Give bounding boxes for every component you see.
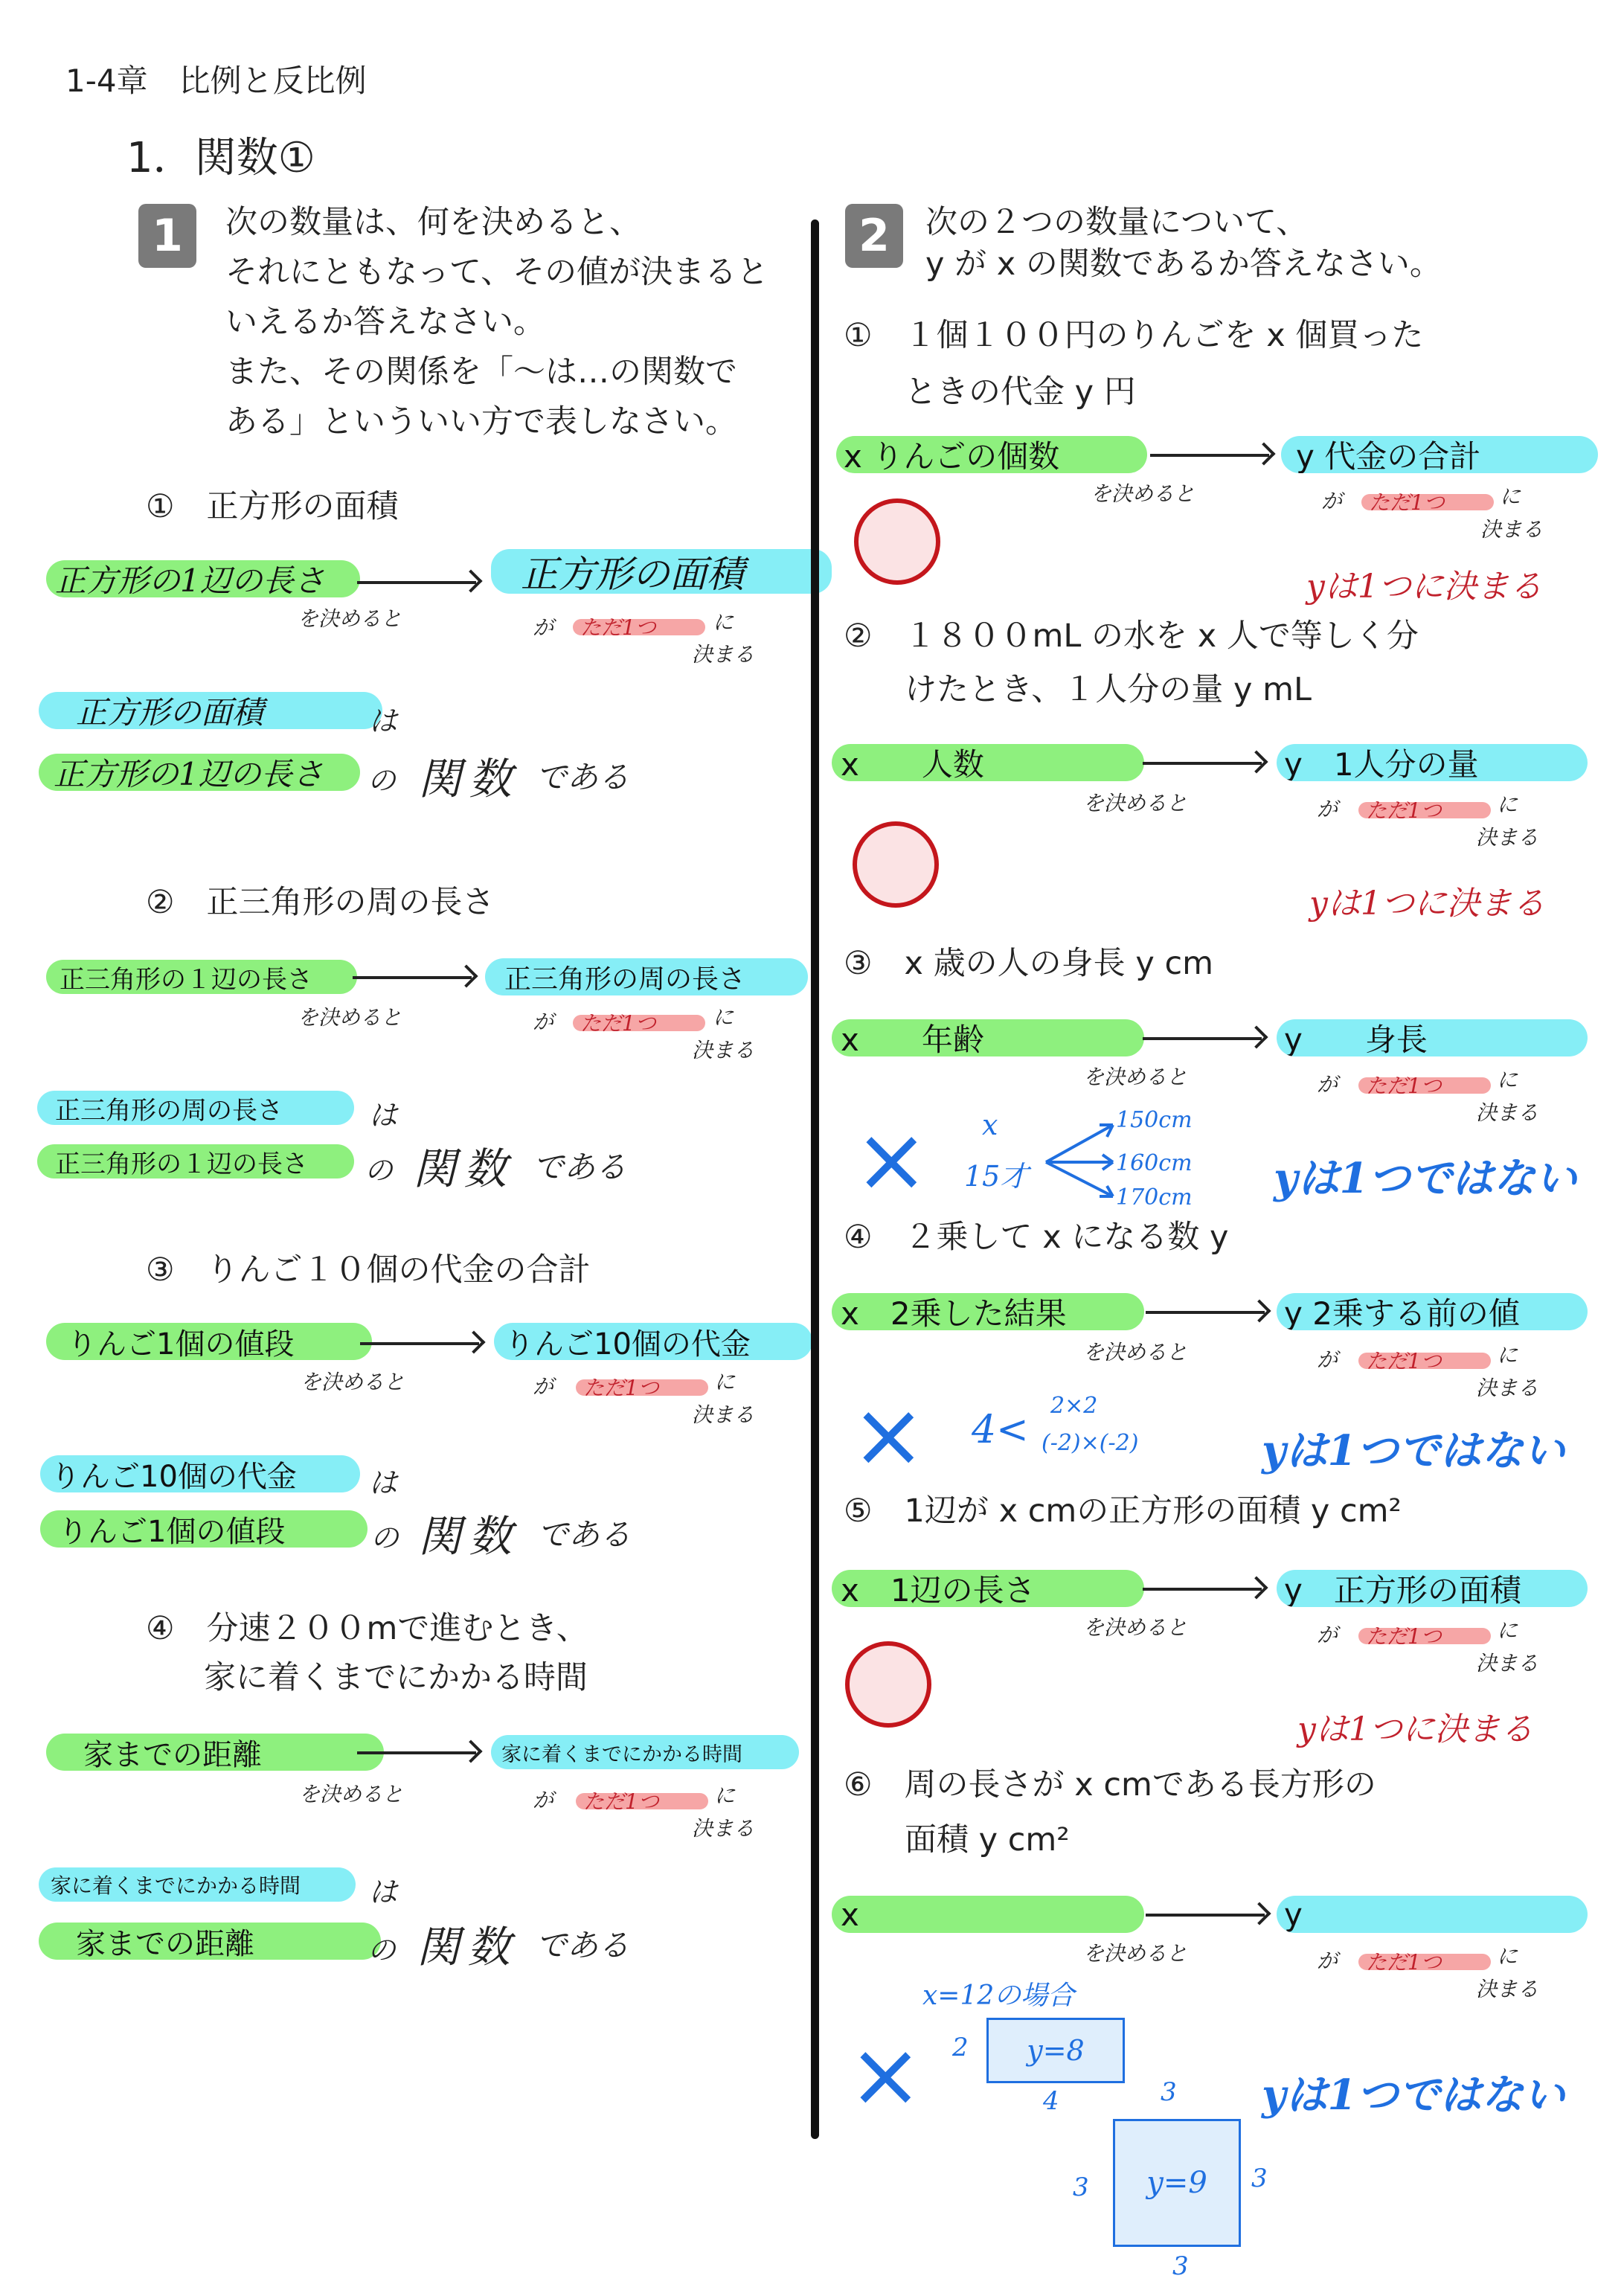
q2-item-1-ni: に [1500, 484, 1521, 509]
q2-item-5-kimaru: 決まる [1476, 1651, 1539, 1675]
question-2-badge: 2 [845, 204, 903, 268]
q2-item-5-ni: に [1497, 1618, 1518, 1643]
q2-item-6-tada: ただ1つ [1366, 1950, 1442, 1975]
column-divider [811, 219, 819, 2139]
q1-item-4-ga: が [533, 1788, 554, 1812]
q2-prompt-line-1: 次の２つの数量について、 [925, 204, 1309, 241]
q1-item-3-s2-pill [40, 1510, 368, 1548]
q2-item-4-work-2x2: 2×2 [1050, 1393, 1098, 1419]
q2-item-3-to: y 身長 [1284, 1022, 1428, 1056]
q1-item-4-s2-pill [39, 1923, 381, 1960]
q1-item-4-wa: は [369, 1876, 398, 1908]
q2-item-4-kimaru: 決まる [1476, 1376, 1539, 1400]
q2-item-6-sq-left: 3 [1073, 2172, 1089, 2202]
q2-item-1-circle-mark [854, 498, 940, 585]
q1-item-3-tada: ただ1つ [583, 1376, 659, 1400]
q2-item-3-tada: ただ1つ [1366, 1074, 1442, 1098]
q2-item-6-label-2: 面積 y cm² [905, 1821, 1070, 1859]
q2-item-4-arrow [1146, 1311, 1265, 1314]
q2-item-5-to: y 正方形の面積 [1284, 1572, 1521, 1607]
q2-item-2-arrow [1143, 762, 1262, 765]
q1-item-4-from-pill [46, 1734, 384, 1771]
q2-item-4-to: y 2乗する前の値 [1284, 1295, 1520, 1330]
q2-item-2-from: x 人数 [841, 746, 984, 781]
q2-item-1-to: y 代金の合計 [1296, 438, 1481, 473]
q2-item-6-kimaru: 決まる [1476, 1977, 1539, 2001]
q2-item-4-note: yは1つではない [1262, 1426, 1565, 1475]
q2-item-4-ni: に [1497, 1343, 1518, 1367]
q1-item-2-tada: ただ1つ [580, 1011, 656, 1036]
q2-item-3-from-pill [832, 1019, 1144, 1056]
q1-item-4-s1-pill [39, 1867, 356, 1902]
q1-item-1-ni: に [713, 610, 734, 635]
q2-item-6-rect-a-area: y=8 [1027, 2034, 1085, 2067]
q1-item-2-s2-pill [37, 1144, 354, 1179]
q1-prompt-line-3: いえるか答えなさい。 [225, 304, 545, 341]
q2-item-3-work-160: 160cm [1116, 1150, 1193, 1176]
q2-item-5-ga: が [1317, 1623, 1338, 1647]
q1-item-1-kansu: 関数 [418, 754, 520, 804]
chapter-title: 1-4章 比例と反比例 [65, 62, 367, 99]
q1-item-2-kansu: 関数 [413, 1144, 515, 1194]
q1-item-4-arrow [357, 1751, 476, 1754]
q1-item-2-to: 正三角形の周の長さ [504, 963, 746, 995]
q2-item-2-kimeruto: を決めると [1083, 791, 1188, 815]
q2-item-2-ga: が [1317, 797, 1338, 821]
q1-prompt-line-4: また、その関係を「〜は…の関数で [225, 353, 737, 391]
q2-item-3-branch-arrows [1042, 1109, 1123, 1205]
q2-item-3-work-150: 150cm [1116, 1107, 1193, 1133]
q2-item-6-square-b-area: y=9 [1146, 2166, 1207, 2200]
q2-item-3-work-x: x [982, 1109, 998, 1141]
q2-item-2-tada: ただ1つ [1366, 798, 1442, 823]
q2-item-5-from: x 1辺の長さ [841, 1572, 1036, 1607]
q1-item-1-kimeruto: を決めると [298, 606, 402, 631]
question-1-badge: 1 [138, 204, 196, 268]
q1-item-1-to-pill [491, 549, 832, 594]
q2-item-3-label-1: ③ x 歳の人の身長 y cm [844, 945, 1213, 982]
q2-item-6-label-1: ⑥ 周の長さが x cmである長方形の [844, 1766, 1376, 1803]
q2-item-5-from-pill [832, 1570, 1144, 1607]
q2-item-1-arrow [1150, 454, 1269, 457]
q1-item-3-ga: が [533, 1374, 554, 1399]
q1-item-2-s1-pill [37, 1091, 354, 1125]
q1-item-1-tada: ただ1つ [580, 615, 656, 640]
q1-prompt-line-5: ある」といういい方で表しなさい。 [225, 403, 737, 440]
q2-item-5-note: yは1つに決まる [1297, 1710, 1533, 1748]
q2-item-3-cross-mark: × [854, 1109, 929, 1212]
q1-item-1-from-pill [46, 560, 360, 597]
q2-item-6-rect-a-side: 2 [952, 2033, 969, 2062]
q2-item-1-from: x りんごの個数 [844, 438, 1060, 473]
q1-item-2-dearu: である [533, 1149, 627, 1185]
q1-item-2-ga: が [533, 1010, 554, 1034]
q1-item-1-kimaru: 決まる [692, 642, 755, 667]
q1-item-3-to: りんご10個の代金 [504, 1327, 751, 1360]
q1-item-1-ga: が [533, 615, 554, 640]
q2-item-6-work-case: x=12の場合 [922, 1981, 1075, 2011]
q1-item-2-label: ② 正三角形の周の長さ [146, 884, 495, 921]
q1-item-4-to-pill [491, 1735, 799, 1769]
q1-item-3-s1: りんご10個の代金 [51, 1459, 297, 1492]
q1-item-1-s1-pill [39, 692, 382, 729]
q2-item-4-label-1: ④ ２乗して x になる数 y [844, 1219, 1229, 1256]
q1-item-3-kimaru: 決まる [692, 1402, 755, 1427]
q2-item-2-to-pill [1277, 744, 1588, 781]
q2-item-3-kimaru: 決まる [1476, 1100, 1539, 1125]
q2-item-4-work-neg: (-2)×(-2) [1042, 1430, 1139, 1456]
q2-item-1-note: yは1つに決まる [1306, 568, 1542, 606]
q2-item-3-to-pill [1277, 1019, 1588, 1056]
q1-item-1-arrow [357, 581, 476, 584]
q2-item-6-to: y [1284, 1896, 1303, 1933]
q2-item-6-arrow [1146, 1914, 1265, 1917]
q1-item-2-wa: は [369, 1099, 398, 1132]
q2-item-3-from: x 年齢 [841, 1022, 984, 1056]
q1-item-4-s2: 家までの距離 [76, 1926, 254, 1960]
q1-item-2-ni: に [713, 1005, 734, 1030]
q1-item-1-no: の [368, 764, 397, 797]
q2-item-6-from-pill [832, 1896, 1144, 1933]
q2-item-1-kimaru: 決まる [1480, 517, 1544, 542]
q2-item-3-note: yは1つではない [1274, 1154, 1577, 1203]
q1-item-3-from-pill [46, 1323, 372, 1360]
q2-item-2-note: yは1つに決まる [1309, 885, 1545, 923]
q1-item-1-dearu: である [536, 759, 630, 795]
q1-item-2-arrow [353, 976, 472, 979]
q1-item-1-s2-pill [39, 754, 360, 791]
q2-item-3-work-170: 170cm [1116, 1184, 1193, 1210]
q1-item-3-s2: りんご1個の値段 [58, 1514, 286, 1548]
q2-item-3-ga: が [1317, 1072, 1338, 1097]
q2-item-6-ni: に [1497, 1944, 1518, 1969]
q2-item-4-kimeruto: を決めると [1083, 1340, 1188, 1365]
q2-item-1-label-2: ときの代金 y 円 [905, 373, 1136, 411]
q1-item-4-s1: 家に着くまでにかかる時間 [51, 1873, 301, 1898]
q1-item-3-arrow [360, 1342, 479, 1345]
q1-item-3-s1-pill [40, 1455, 360, 1492]
q2-item-6-rect-a-bottom: 4 [1043, 2086, 1059, 2116]
q2-item-6-kimeruto: を決めると [1083, 1941, 1188, 1966]
q2-item-6-square-b [1113, 2119, 1241, 2247]
q2-item-4-from: x 2乗した結果 [841, 1295, 1067, 1330]
q1-item-2-from-pill [46, 960, 357, 994]
q2-item-2-kimaru: 決まる [1476, 825, 1539, 850]
q2-item-4-ga: が [1317, 1347, 1338, 1372]
q1-item-3-from: りんご1個の値段 [67, 1327, 295, 1360]
q2-item-5-arrow [1143, 1588, 1262, 1591]
q2-item-5-circle-mark [845, 1641, 931, 1728]
q2-item-2-to: y 1人分の量 [1284, 746, 1479, 781]
q1-item-2-s2: 正三角形の１辺の長さ [55, 1149, 308, 1179]
q1-item-4-label-2: 家に着くまでにかかる時間 [204, 1659, 588, 1696]
q2-item-6-from: x [841, 1896, 859, 1933]
q2-item-1-from-pill [836, 436, 1147, 473]
q2-item-2-label-1: ② １８００mL の水を x 人で等しく分 [844, 618, 1419, 655]
q1-item-3-dearu: である [537, 1516, 632, 1553]
q2-item-1-tada: ただ1つ [1369, 490, 1445, 515]
q1-item-3-no: の [370, 1521, 399, 1554]
q2-item-2-circle-mark [853, 821, 939, 908]
q2-item-4-cross-mark: × [851, 1384, 926, 1487]
q2-item-1-label-1: ① １個１００円のりんごを x 個買った [844, 317, 1424, 354]
q1-item-2-no: の [365, 1154, 394, 1187]
q1-item-1-from: 正方形の1辺の長さ [55, 562, 325, 597]
q2-item-6-cross-mark: × [848, 2024, 923, 2127]
q1-item-1-to: 正方形の面積 [521, 553, 744, 594]
q2-item-5-tada: ただ1つ [1366, 1624, 1442, 1649]
q1-item-1-s2: 正方形の1辺の長さ [54, 756, 324, 791]
q1-item-2-from: 正三角形の１辺の長さ [60, 964, 312, 994]
q2-item-4-to-pill [1277, 1293, 1588, 1330]
q1-item-2-to-pill [485, 958, 808, 995]
q2-item-1-ga: が [1321, 489, 1343, 513]
q2-item-6-to-pill [1277, 1896, 1588, 1933]
q2-item-6-sq-right: 3 [1251, 2164, 1268, 2193]
q1-item-4-tada: ただ1つ [583, 1789, 659, 1814]
q1-item-2-kimeruto: を決めると [298, 1005, 402, 1030]
q1-item-3-wa: は [369, 1466, 398, 1499]
q2-item-3-work-age: 15才 [964, 1160, 1029, 1193]
q2-item-1-kimeruto: を決めると [1091, 481, 1195, 506]
q2-item-6-ga: が [1317, 1949, 1338, 1973]
q1-item-4-label-1: ④ 分速２００mで進むとき、 [146, 1610, 588, 1647]
q2-item-2-label-2: けたとき、１人分の量 y mL [905, 671, 1312, 708]
q1-item-1-label: ① 正方形の面積 [146, 488, 399, 525]
q2-item-4-tada: ただ1つ [1366, 1349, 1442, 1373]
q1-item-2-s1: 正三角形の周の長さ [55, 1095, 283, 1125]
q1-item-1-wa: は [369, 705, 398, 737]
q1-item-1-s1: 正方形の面積 [76, 694, 264, 729]
q2-item-6-rect-a [986, 2018, 1125, 2083]
q1-item-4-kimaru: 決まる [692, 1816, 755, 1841]
q1-item-4-no: の [368, 1934, 397, 1966]
q2-item-4-work-4: 4< [972, 1408, 1029, 1452]
q2-item-3-kimeruto: を決めると [1083, 1065, 1188, 1089]
q1-item-4-kimeruto: を決めると [299, 1782, 404, 1806]
q1-prompt-line-2: それにともなって、その値が決まると [225, 254, 769, 291]
q2-item-3-ni: に [1497, 1068, 1518, 1092]
q2-item-2-from-pill [832, 744, 1144, 781]
q1-item-4-dearu: である [536, 1927, 630, 1963]
q1-prompt-line-1: 次の数量は、何を決めると、 [225, 204, 641, 241]
q2-item-5-label-1: ⑤ 1辺が x cmの正方形の面積 y cm² [844, 1492, 1402, 1530]
q2-item-3-arrow [1143, 1037, 1262, 1040]
q1-item-3-kansu: 関数 [418, 1511, 520, 1562]
q1-item-4-to: 家に着くまでにかかる時間 [501, 1742, 742, 1766]
q2-item-5-kimeruto: を決めると [1083, 1615, 1188, 1640]
q1-item-4-kansu: 関数 [417, 1922, 519, 1972]
q1-item-3-ni: に [714, 1370, 736, 1394]
q2-item-6-sq-top: 3 [1161, 2077, 1177, 2107]
q2-item-2-ni: に [1497, 792, 1518, 817]
q1-item-3-label: ③ りんご１０個の代金の合計 [146, 1251, 591, 1289]
q2-prompt-line-2: y が x の関数であるか答えなさい。 [925, 246, 1442, 283]
section-title: 1．関数① [126, 134, 315, 182]
q2-item-4-from-pill [832, 1293, 1144, 1330]
q1-item-2-kimaru: 決まる [692, 1038, 755, 1062]
q2-item-5-to-pill [1277, 1570, 1588, 1607]
q2-item-6-note: yは1つではない [1262, 2071, 1565, 2120]
q1-item-4-ni: に [714, 1783, 736, 1808]
q2-item-1-to-pill [1281, 436, 1598, 473]
q1-item-3-kimeruto: を決めると [301, 1370, 405, 1394]
q2-item-6-sq-bottom: 3 [1172, 2251, 1189, 2281]
q1-item-3-to-pill [494, 1323, 812, 1360]
q1-item-4-from: 家までの距離 [83, 1737, 262, 1771]
